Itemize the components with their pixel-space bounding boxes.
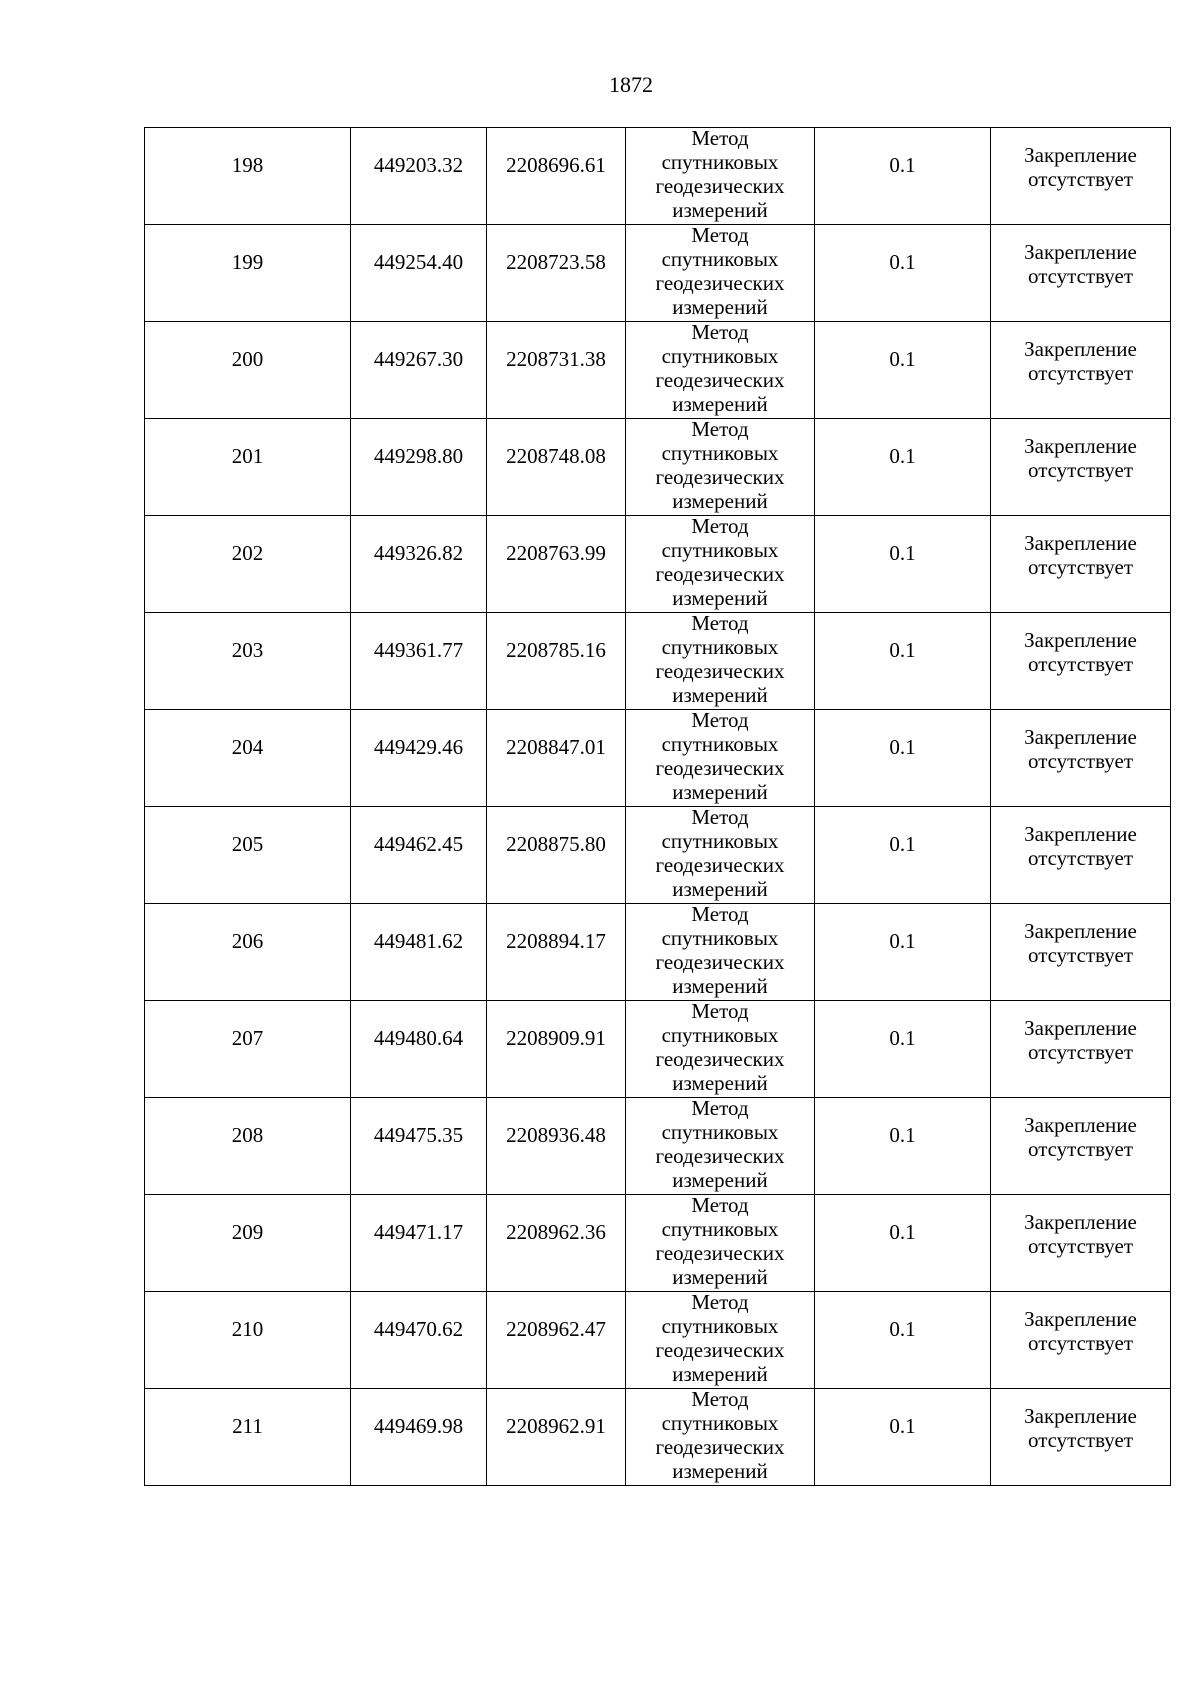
point-number-cell-text: 206 bbox=[231, 928, 264, 953]
method-line: измерений bbox=[672, 1168, 768, 1192]
x-coordinate-cell-text: 449470.62 bbox=[373, 1316, 464, 1341]
table-row bbox=[145, 1389, 1171, 1486]
y-coordinate-cell-text: 2208748.08 bbox=[506, 443, 606, 468]
fixing-line: Закрепление bbox=[1024, 628, 1137, 652]
x-coordinate-cell bbox=[351, 322, 487, 419]
fixing-line: Закрепление bbox=[1024, 240, 1137, 264]
method-cell bbox=[626, 1195, 815, 1292]
accuracy-cell-text: 0.1 bbox=[889, 1413, 916, 1438]
table-row bbox=[145, 128, 1171, 225]
accuracy-cell-text: 0.1 bbox=[889, 637, 916, 662]
fixing-text bbox=[991, 822, 1170, 870]
method-line: измерений bbox=[672, 683, 768, 707]
y-coordinate-cell bbox=[487, 1195, 626, 1292]
method-line: измерений bbox=[672, 198, 768, 222]
method-cell bbox=[626, 322, 815, 419]
accuracy-cell-text: 0.1 bbox=[889, 928, 916, 953]
accuracy-cell-text: 0.1 bbox=[889, 346, 916, 371]
point-number-cell-text: 205 bbox=[231, 831, 264, 856]
point-number-cell bbox=[145, 128, 351, 225]
y-coordinate-cell bbox=[487, 128, 626, 225]
method-line: спутниковых bbox=[661, 926, 779, 950]
accuracy-cell-text: 0.1 bbox=[889, 1122, 916, 1147]
fixing-line: Закрепление bbox=[1024, 434, 1137, 458]
accuracy-cell-text: 0.1 bbox=[889, 540, 916, 565]
fixing-line: отсутствует bbox=[1027, 264, 1134, 288]
x-coordinate-cell-text: 449254.40 bbox=[373, 249, 464, 274]
fixing-line: отсутствует bbox=[1027, 458, 1134, 482]
point-number-cell bbox=[145, 613, 351, 710]
accuracy-cell bbox=[815, 1389, 991, 1486]
fixing-line: Закрепление bbox=[1024, 919, 1137, 943]
method-line: измерений bbox=[672, 1071, 768, 1095]
x-coordinate-cell bbox=[351, 710, 487, 807]
method-text bbox=[626, 417, 814, 513]
point-number-cell-text: 201 bbox=[231, 443, 264, 468]
fixing-text bbox=[991, 337, 1170, 385]
x-coordinate-cell bbox=[351, 904, 487, 1001]
method-line: геодезических bbox=[655, 368, 785, 392]
y-coordinate-cell bbox=[487, 904, 626, 1001]
point-number-cell-text: 210 bbox=[231, 1316, 264, 1341]
method-line: спутниковых bbox=[661, 247, 779, 271]
point-number-cell-text: 203 bbox=[231, 637, 264, 662]
fixing-line: Закрепление bbox=[1024, 1307, 1137, 1331]
fixing-cell bbox=[991, 1098, 1171, 1195]
page-number: 1872 bbox=[609, 72, 653, 97]
fixing-line: Закрепление bbox=[1024, 1113, 1137, 1137]
method-text bbox=[626, 223, 814, 319]
method-line: Метод bbox=[691, 1387, 749, 1411]
fixing-line: отсутствует bbox=[1027, 1137, 1134, 1161]
point-number-cell bbox=[145, 1389, 351, 1486]
y-coordinate-cell-text: 2208894.17 bbox=[506, 928, 606, 953]
method-line: измерений bbox=[672, 974, 768, 998]
y-coordinate-cell bbox=[487, 807, 626, 904]
fixing-line: отсутствует bbox=[1027, 1040, 1134, 1064]
method-line: геодезических bbox=[655, 1338, 785, 1362]
y-coordinate-cell-text: 2208962.36 bbox=[506, 1219, 606, 1244]
table-row bbox=[145, 1292, 1171, 1389]
accuracy-cell bbox=[815, 322, 991, 419]
table-row bbox=[145, 1001, 1171, 1098]
point-number-cell bbox=[145, 1195, 351, 1292]
point-number-cell bbox=[145, 516, 351, 613]
method-line: измерений bbox=[672, 1362, 768, 1386]
x-coordinate-cell bbox=[351, 128, 487, 225]
method-line: измерений bbox=[672, 1459, 768, 1483]
method-line: Метод bbox=[691, 223, 749, 247]
fixing-line: Закрепление bbox=[1024, 143, 1137, 167]
method-line: геодезических bbox=[655, 174, 785, 198]
x-coordinate-cell-text: 449267.30 bbox=[373, 346, 464, 371]
method-line: спутниковых bbox=[661, 635, 779, 659]
y-coordinate-cell-text: 2208962.47 bbox=[506, 1316, 606, 1341]
accuracy-cell bbox=[815, 710, 991, 807]
y-coordinate-cell bbox=[487, 710, 626, 807]
method-text bbox=[626, 126, 814, 222]
x-coordinate-cell-text: 449469.98 bbox=[373, 1413, 464, 1438]
accuracy-cell-text: 0.1 bbox=[889, 443, 916, 468]
method-text bbox=[626, 999, 814, 1095]
method-line: спутниковых bbox=[661, 1023, 779, 1047]
method-line: спутниковых bbox=[661, 538, 779, 562]
fixing-line: отсутствует bbox=[1027, 943, 1134, 967]
method-line: Метод bbox=[691, 902, 749, 926]
fixing-line: Закрепление bbox=[1024, 1210, 1137, 1234]
accuracy-cell bbox=[815, 807, 991, 904]
fixing-cell bbox=[991, 904, 1171, 1001]
method-line: Метод bbox=[691, 126, 749, 150]
point-number-cell-text: 204 bbox=[231, 734, 264, 759]
point-number-cell bbox=[145, 322, 351, 419]
table-row bbox=[145, 516, 1171, 613]
method-line: измерений bbox=[672, 586, 768, 610]
method-text bbox=[626, 320, 814, 416]
fixing-cell bbox=[991, 1292, 1171, 1389]
fixing-text bbox=[991, 143, 1170, 191]
fixing-text bbox=[991, 1016, 1170, 1064]
method-line: геодезических bbox=[655, 659, 785, 683]
fixing-text bbox=[991, 919, 1170, 967]
method-line: Метод bbox=[691, 611, 749, 635]
point-number-cell bbox=[145, 1001, 351, 1098]
x-coordinate-cell bbox=[351, 516, 487, 613]
table-row bbox=[145, 613, 1171, 710]
point-number-cell bbox=[145, 710, 351, 807]
accuracy-cell bbox=[815, 1292, 991, 1389]
accuracy-cell-text: 0.1 bbox=[889, 1025, 916, 1050]
y-coordinate-cell bbox=[487, 516, 626, 613]
point-number-cell-text: 198 bbox=[231, 152, 264, 177]
y-coordinate-cell-text: 2208763.99 bbox=[506, 540, 606, 565]
x-coordinate-cell-text: 449462.45 bbox=[373, 831, 464, 856]
method-line: измерений bbox=[672, 877, 768, 901]
method-line: спутниковых bbox=[661, 344, 779, 368]
accuracy-cell bbox=[815, 613, 991, 710]
accuracy-cell-text: 0.1 bbox=[889, 831, 916, 856]
fixing-line: отсутствует bbox=[1027, 555, 1134, 579]
fixing-line: отсутствует bbox=[1027, 749, 1134, 773]
method-cell bbox=[626, 1292, 815, 1389]
method-cell bbox=[626, 225, 815, 322]
fixing-line: Закрепление bbox=[1024, 822, 1137, 846]
y-coordinate-cell-text: 2208875.80 bbox=[506, 831, 606, 856]
method-line: Метод bbox=[691, 1290, 749, 1314]
y-coordinate-cell bbox=[487, 1292, 626, 1389]
fixing-cell bbox=[991, 322, 1171, 419]
fixing-cell bbox=[991, 613, 1171, 710]
x-coordinate-cell-text: 449203.32 bbox=[373, 152, 464, 177]
table-row bbox=[145, 904, 1171, 1001]
method-line: Метод bbox=[691, 1096, 749, 1120]
fixing-cell bbox=[991, 225, 1171, 322]
point-number-cell bbox=[145, 419, 351, 516]
method-line: геодезических bbox=[655, 1047, 785, 1071]
fixing-cell bbox=[991, 516, 1171, 613]
method-cell bbox=[626, 1389, 815, 1486]
x-coordinate-cell-text: 449481.62 bbox=[373, 928, 464, 953]
point-number-cell-text: 208 bbox=[231, 1122, 264, 1147]
x-coordinate-cell-text: 449361.77 bbox=[373, 637, 464, 662]
accuracy-cell-text: 0.1 bbox=[889, 1316, 916, 1341]
y-coordinate-cell bbox=[487, 613, 626, 710]
fixing-line: отсутствует bbox=[1027, 652, 1134, 676]
fixing-cell bbox=[991, 710, 1171, 807]
x-coordinate-cell-text: 449480.64 bbox=[373, 1025, 464, 1050]
method-cell bbox=[626, 710, 815, 807]
method-line: Метод bbox=[691, 320, 749, 344]
table-row bbox=[145, 419, 1171, 516]
fixing-text bbox=[991, 1404, 1170, 1452]
y-coordinate-cell bbox=[487, 1389, 626, 1486]
x-coordinate-cell-text: 449326.82 bbox=[373, 540, 464, 565]
table-row bbox=[145, 225, 1171, 322]
x-coordinate-cell bbox=[351, 225, 487, 322]
accuracy-cell bbox=[815, 516, 991, 613]
accuracy-cell-text: 0.1 bbox=[889, 734, 916, 759]
method-text bbox=[626, 1290, 814, 1386]
method-line: измерений bbox=[672, 295, 768, 319]
fixing-text bbox=[991, 628, 1170, 676]
point-number-cell bbox=[145, 225, 351, 322]
table-row bbox=[145, 807, 1171, 904]
point-number-cell-text: 202 bbox=[231, 540, 264, 565]
x-coordinate-cell bbox=[351, 1098, 487, 1195]
method-text bbox=[626, 1096, 814, 1192]
method-line: спутниковых bbox=[661, 732, 779, 756]
x-coordinate-cell bbox=[351, 807, 487, 904]
method-line: Метод bbox=[691, 708, 749, 732]
fixing-text bbox=[991, 1210, 1170, 1258]
fixing-line: отсутствует bbox=[1027, 1428, 1134, 1452]
method-line: геодезических bbox=[655, 950, 785, 974]
method-line: геодезических bbox=[655, 1241, 785, 1265]
method-line: спутниковых bbox=[661, 441, 779, 465]
method-line: Метод bbox=[691, 805, 749, 829]
method-line: Метод bbox=[691, 417, 749, 441]
method-line: геодезических bbox=[655, 1144, 785, 1168]
method-cell bbox=[626, 613, 815, 710]
x-coordinate-cell bbox=[351, 419, 487, 516]
point-number-cell bbox=[145, 807, 351, 904]
y-coordinate-cell-text: 2208909.91 bbox=[506, 1025, 606, 1050]
point-number-cell-text: 207 bbox=[231, 1025, 264, 1050]
table-row bbox=[145, 322, 1171, 419]
x-coordinate-cell-text: 449298.80 bbox=[373, 443, 464, 468]
fixing-line: Закрепление bbox=[1024, 337, 1137, 361]
y-coordinate-cell bbox=[487, 419, 626, 516]
y-coordinate-cell-text: 2208731.38 bbox=[506, 346, 606, 371]
x-coordinate-cell bbox=[351, 1001, 487, 1098]
method-line: спутниковых bbox=[661, 829, 779, 853]
method-line: спутниковых bbox=[661, 1217, 779, 1241]
method-cell bbox=[626, 516, 815, 613]
point-number-cell bbox=[145, 1098, 351, 1195]
x-coordinate-cell bbox=[351, 1195, 487, 1292]
point-number-cell bbox=[145, 1292, 351, 1389]
method-cell bbox=[626, 419, 815, 516]
y-coordinate-cell-text: 2208696.61 bbox=[506, 152, 606, 177]
method-cell bbox=[626, 1001, 815, 1098]
point-number-cell-text: 199 bbox=[231, 249, 264, 274]
method-line: Метод bbox=[691, 1193, 749, 1217]
method-line: геодезических bbox=[655, 756, 785, 780]
accuracy-cell bbox=[815, 1195, 991, 1292]
fixing-line: отсутствует bbox=[1027, 361, 1134, 385]
method-line: геодезических bbox=[655, 271, 785, 295]
method-line: геодезических bbox=[655, 1435, 785, 1459]
accuracy-cell bbox=[815, 128, 991, 225]
table-body bbox=[145, 128, 1171, 1486]
fixing-text bbox=[991, 1307, 1170, 1355]
x-coordinate-cell bbox=[351, 613, 487, 710]
point-number-cell-text: 200 bbox=[231, 346, 264, 371]
method-text bbox=[626, 1193, 814, 1289]
y-coordinate-cell bbox=[487, 1098, 626, 1195]
fixing-text bbox=[991, 434, 1170, 482]
method-line: Метод bbox=[691, 999, 749, 1023]
method-line: геодезических bbox=[655, 853, 785, 877]
y-coordinate-cell-text: 2208847.01 bbox=[506, 734, 606, 759]
method-text bbox=[626, 708, 814, 804]
fixing-text bbox=[991, 240, 1170, 288]
method-line: спутниковых bbox=[661, 1120, 779, 1144]
fixing-cell bbox=[991, 807, 1171, 904]
fixing-line: отсутствует bbox=[1027, 167, 1134, 191]
fixing-text bbox=[991, 725, 1170, 773]
table-row bbox=[145, 710, 1171, 807]
x-coordinate-cell-text: 449471.17 bbox=[373, 1219, 464, 1244]
method-line: Метод bbox=[691, 514, 749, 538]
y-coordinate-cell bbox=[487, 322, 626, 419]
accuracy-cell bbox=[815, 1001, 991, 1098]
y-coordinate-cell bbox=[487, 225, 626, 322]
method-line: измерений bbox=[672, 392, 768, 416]
point-number-cell-text: 211 bbox=[232, 1413, 263, 1438]
method-line: геодезических bbox=[655, 562, 785, 586]
fixing-cell bbox=[991, 128, 1171, 225]
fixing-text bbox=[991, 1113, 1170, 1161]
accuracy-cell bbox=[815, 225, 991, 322]
coordinates-table bbox=[144, 127, 1171, 1486]
y-coordinate-cell-text: 2208936.48 bbox=[506, 1122, 606, 1147]
method-text bbox=[626, 514, 814, 610]
x-coordinate-cell-text: 449429.46 bbox=[373, 734, 464, 759]
method-line: геодезических bbox=[655, 465, 785, 489]
table-row bbox=[145, 1098, 1171, 1195]
accuracy-cell-text: 0.1 bbox=[889, 1219, 916, 1244]
accuracy-cell-text: 0.1 bbox=[889, 249, 916, 274]
method-text bbox=[626, 611, 814, 707]
point-number-cell-text: 209 bbox=[231, 1219, 264, 1244]
fixing-line: Закрепление bbox=[1024, 531, 1137, 555]
accuracy-cell-text: 0.1 bbox=[889, 152, 916, 177]
fixing-cell bbox=[991, 1001, 1171, 1098]
accuracy-cell bbox=[815, 419, 991, 516]
fixing-line: Закрепление bbox=[1024, 725, 1137, 749]
x-coordinate-cell bbox=[351, 1389, 487, 1486]
method-line: измерений bbox=[672, 489, 768, 513]
fixing-text bbox=[991, 531, 1170, 579]
y-coordinate-cell bbox=[487, 1001, 626, 1098]
x-coordinate-cell-text: 449475.35 bbox=[373, 1122, 464, 1147]
fixing-cell bbox=[991, 1195, 1171, 1292]
fixing-line: Закрепление bbox=[1024, 1404, 1137, 1428]
point-number-cell bbox=[145, 904, 351, 1001]
method-line: спутниковых bbox=[661, 1314, 779, 1338]
fixing-line: отсутствует bbox=[1027, 1331, 1134, 1355]
fixing-cell bbox=[991, 419, 1171, 516]
fixing-line: отсутствует bbox=[1027, 1234, 1134, 1258]
fixing-line: Закрепление bbox=[1024, 1016, 1137, 1040]
method-text bbox=[626, 805, 814, 901]
y-coordinate-cell-text: 2208962.91 bbox=[506, 1413, 606, 1438]
x-coordinate-cell bbox=[351, 1292, 487, 1389]
method-line: измерений bbox=[672, 780, 768, 804]
method-cell bbox=[626, 807, 815, 904]
accuracy-cell bbox=[815, 904, 991, 1001]
method-cell bbox=[626, 904, 815, 1001]
method-text bbox=[626, 1387, 814, 1483]
method-line: измерений bbox=[672, 1265, 768, 1289]
table-row bbox=[145, 1195, 1171, 1292]
accuracy-cell bbox=[815, 1098, 991, 1195]
method-text bbox=[626, 902, 814, 998]
method-line: спутниковых bbox=[661, 150, 779, 174]
method-cell bbox=[626, 1098, 815, 1195]
method-cell bbox=[626, 128, 815, 225]
fixing-line: отсутствует bbox=[1027, 846, 1134, 870]
fixing-cell bbox=[991, 1389, 1171, 1486]
y-coordinate-cell-text: 2208723.58 bbox=[506, 249, 606, 274]
y-coordinate-cell-text: 2208785.16 bbox=[506, 637, 606, 662]
method-line: спутниковых bbox=[661, 1411, 779, 1435]
